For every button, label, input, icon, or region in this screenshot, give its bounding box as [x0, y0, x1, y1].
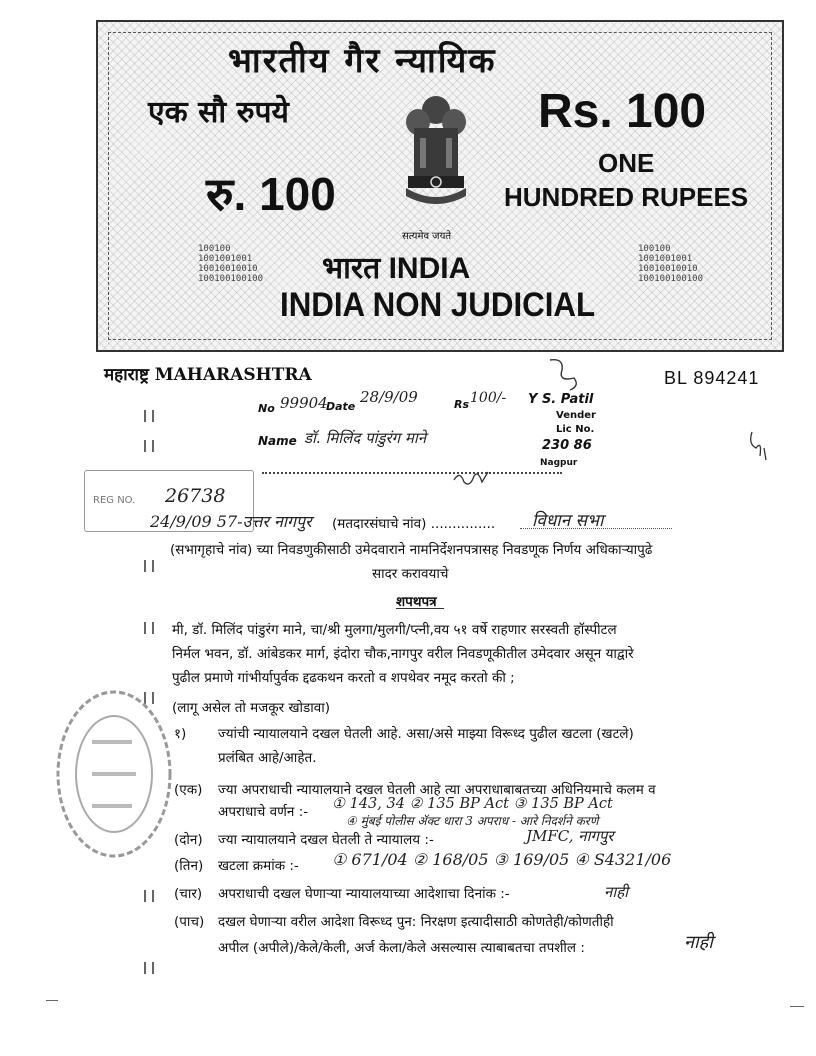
- stamp-hundred-rupees: HUNDRED RUPEES: [504, 182, 749, 212]
- item-pach-line1: दखल घेणाऱ्या वरील आदेशा विरूध्द पुन: निरक्षण इत्यादीसाठी कोणतेही/कोणतीही: [218, 914, 614, 930]
- item1-line1: ज्यांची न्यायालयाने दखल घेतली आहे. असा/असे माझ्या विरूध्द पुढील खटला (खटले): [218, 726, 634, 742]
- ashoka-emblem-icon: [396, 88, 476, 228]
- stamp-serial-pattern-left: 100100 1001001001 10010010010 100100100100: [198, 244, 264, 284]
- form-line3: सादर करावयाचे: [372, 566, 449, 582]
- vendor-name-label: Name: [258, 434, 297, 448]
- item-char-text: अपराधाची दखल घेणाऱ्या न्यायालयाच्या आदेशाचा दिनांक :-: [218, 886, 510, 902]
- margin-mark: [144, 890, 154, 902]
- registration-value: 26738: [165, 485, 226, 507]
- item-ek-line1: ज्या अपराधाची न्यायालयाने दखल घेतली आहे त्या अपराधाबाबतच्या अधिनियमाचे कलम व: [218, 782, 656, 798]
- stamp-devanagari-title: भारतीय गैर न्यायिक: [228, 41, 497, 81]
- form-line2: (सभागृहाचे नांव) च्या निवडणुकीसाठी उमेदवाराने नामनिर्देशनपत्रासह निवडणूक निर्णय अधिकाऱ्यापुढे: [170, 542, 653, 558]
- vendor-lic-value: 230 86: [542, 438, 592, 453]
- vendor-no-value: 99904: [280, 394, 328, 412]
- item-char-handwritten: नाही: [604, 883, 629, 901]
- item-ek-line2: अपराधाचे वर्णन :-: [218, 804, 309, 820]
- stamp-non-judicial: INDIA NON JUDICIAL: [280, 286, 596, 324]
- stamp-ru-amount: रु. 100: [206, 168, 336, 220]
- stamp-serial-number: BL 894241: [664, 368, 760, 388]
- stamp-satyamev-jayate: सत्यमेव जयते: [402, 231, 452, 242]
- affidavit-heading-underline: [396, 608, 444, 609]
- form-line1-handwritten2: विधान सभा: [532, 511, 604, 531]
- vendor-dotted-line: [262, 472, 562, 474]
- item1-number: १): [174, 726, 187, 742]
- stamp-serial-pattern-right: 100100 1001001001 10010010010 100100100100: [638, 244, 704, 284]
- vendor-rs-label: Rs: [454, 398, 470, 411]
- item-tin-handwritten: ① 671/04 ② 168/05 ③ 169/05 ④ S4321/06: [332, 850, 672, 869]
- vendor-name-value: डॉ. मिलिंद पांडुरंग माने: [304, 429, 427, 447]
- stamp-paper: [96, 20, 784, 352]
- vendor-name: Y S. Patil: [528, 392, 594, 407]
- item-char-label: (चार): [174, 886, 203, 902]
- vendor-nagpur: Nagpur: [540, 458, 578, 468]
- stamp-one: ONE: [598, 148, 655, 178]
- state-title: महाराष्ट्र MAHARASHTRA: [104, 365, 312, 385]
- signature-right-icon: [744, 430, 774, 464]
- item-pach-label: (पाच): [174, 914, 205, 930]
- page-edge-mark: [790, 1006, 804, 1007]
- vendor-lic-label: Lic No.: [556, 424, 595, 435]
- affidavit-heading: शपथपत्र: [396, 594, 437, 610]
- vendor-label: Vender: [556, 410, 596, 421]
- item-don-handwritten: JMFC, नागपुर: [526, 827, 614, 845]
- stamp-rs-amount: Rs. 100: [538, 85, 707, 138]
- vendor-date-label: Date: [326, 400, 356, 413]
- margin-mark: [144, 560, 154, 572]
- item-pach-handwritten: नाही: [684, 932, 713, 953]
- item-tin-label: (तिन): [174, 858, 204, 874]
- item-tin-text: खटला क्रमांक :-: [218, 858, 299, 874]
- vendor-date-value: 28/9/09: [360, 388, 418, 406]
- signature-top-icon: [544, 356, 584, 392]
- item-ek-handwritten1: ① 143, 34 ② 135 BP Act ③ 135 BP Act: [332, 796, 613, 812]
- court-seal-icon: [52, 682, 176, 862]
- vendor-no-label: No: [258, 402, 275, 415]
- margin-mark: [144, 622, 154, 634]
- form-line1-handwritten: 24/9/09 57-उत्तर नागपुर: [150, 512, 312, 531]
- stamp-bharat-india: भारत INDIA: [322, 252, 471, 285]
- form-line1-printed: (मतदारसंघाचे नांव) ...............: [332, 516, 496, 532]
- item-ek-handwritten2: ④ मुंबई पोलीस ॲक्ट धारा 3 अपराध - आरे निदर्शने करणे: [346, 814, 599, 828]
- page-edge-mark: [46, 1000, 58, 1001]
- initials-mark-icon: [452, 466, 492, 492]
- para1-line1: मी, डॉ. मिलिंद पांडुरंग माने, चा/श्री मुलगा/मुलगी/प्त्नी,वय ५१ वर्षे राहणार सरस्वती हॉस्पीटल: [172, 622, 617, 638]
- item1-line2: प्रलंबित आहे/आहेत.: [218, 750, 317, 766]
- strike-note: (लागू असेल तो मजकूर खोडावा): [172, 700, 330, 716]
- registration-label: REG NO.: [93, 495, 136, 506]
- stamp-devanagari-amount: एक सौ रुपये: [148, 95, 289, 130]
- margin-mark: [144, 410, 154, 422]
- item-don-label: (दोन): [174, 832, 203, 848]
- item-don-text: ज्या न्यायालयाने दखल घेतली ते न्यायालय :-: [218, 832, 434, 848]
- form-dotted-line: [520, 528, 672, 529]
- vendor-rs-value: 100/-: [470, 390, 507, 406]
- para1-line3: पुढील प्रमाणे गांभीर्यापुर्वक द्दढकथन करतो व शपथेवर नमूद करतो की ;: [172, 670, 515, 686]
- margin-mark: [144, 962, 154, 974]
- item-ek-label: (एक): [174, 782, 203, 798]
- margin-mark: [144, 440, 154, 452]
- para1-line2: निर्मल भवन, डॉ. आंबेडकर मार्ग, इंदोरा चौक,नागपुर वरील निवडणूकीतील उमेदवार असून याद्वारे: [172, 646, 634, 662]
- item-pach-line2: अपील (अपीले)/केले/केली, अर्ज केला/केले असल्यास त्याबाबतचा तपशील :: [218, 940, 585, 956]
